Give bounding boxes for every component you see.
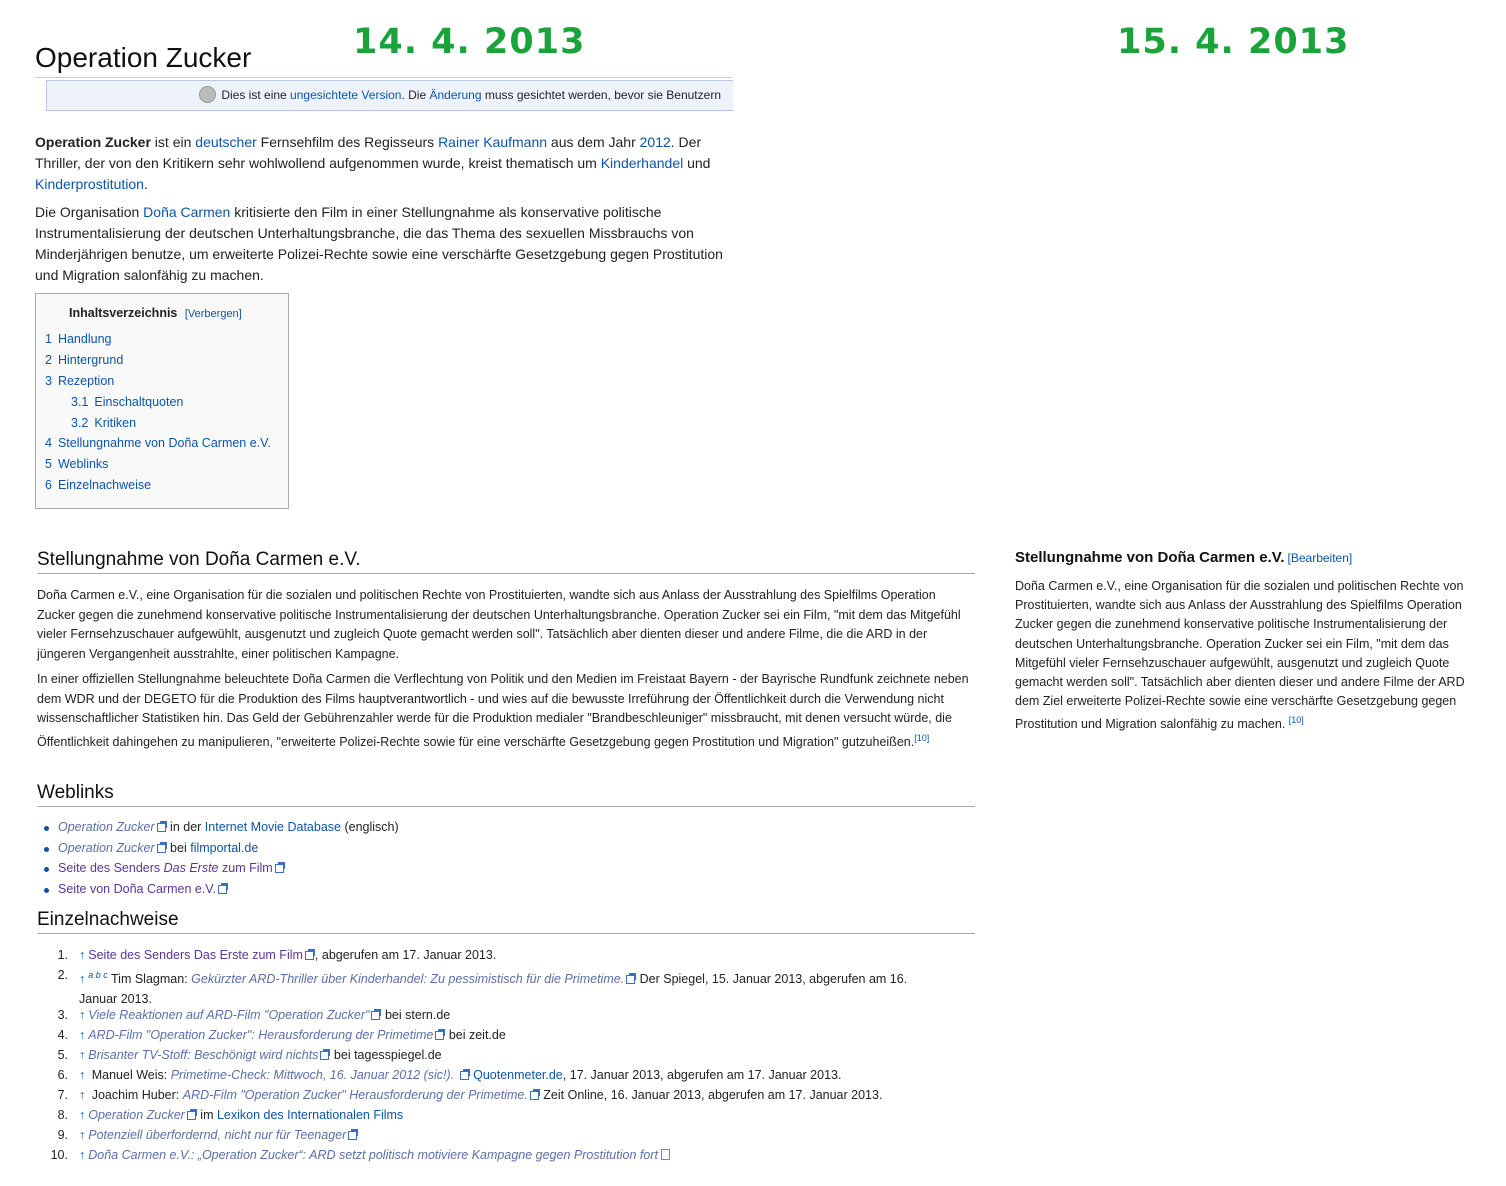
text: In einer offiziellen Stellungnahme beleuchtete Doña Carmen die Verflechtung von Politik und den Medien im Freistaat Bayern - der Bayrische Rundfunk zeichnete neben dem WDR und der DEGETO für die Produktion des Films hauptverantwortlich - und wies auf die bewusste Irreführung der Öffentlichkeit durch die Verwendung nicht wissenschaftlicher Statistiken hin. Das Geld der Gebührenzahler werde für die Produktion medialer "Brandbeschleuniger" missbraucht, mit denen versucht würde, die Öffentlichkeit dahingehen zu manipulieren, "erweiterte Polizei-Rechte sowie für eine verschärfte Gesetzgebung gegen Prostitution und Migration" gutzuheißen. (37, 672, 969, 749)
stellungnahme-paragraph-2 (37, 670, 977, 752)
external-link-icon (157, 821, 167, 831)
ref-number: 1. (57, 948, 68, 962)
toc-item-einschaltquoten[interactable] (45, 394, 271, 415)
text: zum Film (218, 861, 273, 875)
date-stamp-left: 14. 4. 2013 (353, 22, 586, 62)
text: , abgerufen am 17. Januar 2013. (314, 948, 497, 962)
date-stamp-right: 15. 4. 2013 (1117, 22, 1350, 62)
toc-number: 4 (45, 436, 52, 450)
text: Die Organisation (35, 204, 144, 220)
external-link-icon (275, 862, 285, 872)
ref-number: 7. (57, 1088, 68, 1102)
section-heading-stellungnahme: Stellungnahme von Doña Carmen e.V. (37, 549, 975, 574)
backlink-arrow[interactable]: ↑ (79, 948, 86, 962)
toc-link[interactable]: Kritiken (94, 415, 137, 430)
intro-paragraph-1 (35, 132, 735, 195)
notice-text: muss gesichtet werden, bevor sie Benutzern (481, 88, 721, 102)
external-link-icon (305, 949, 315, 959)
section-heading-weblinks: Weblinks (37, 782, 975, 807)
toc-link[interactable]: Hintergrund (57, 353, 124, 367)
ref-number: 10. (50, 1148, 68, 1162)
backlink-letters[interactable]: a b c (88, 970, 108, 980)
text: Seite des Senders (58, 861, 164, 875)
link-dona-carmen[interactable]: Doña Carmen (143, 204, 231, 220)
link-deutscher[interactable]: deutscher (195, 134, 257, 150)
text: Tim Slagman: (107, 972, 192, 987)
text: und (683, 155, 711, 171)
reference-item (50, 1125, 940, 1145)
ref-number: 5. (57, 1048, 68, 1062)
ref-number: 3. (57, 1008, 68, 1022)
toc-number: 6 (45, 478, 52, 492)
backlink-arrow[interactable]: ↑ (79, 1008, 86, 1022)
stellungnahme-paragraph-1: Doña Carmen e.V., eine Organisation für die sozialen und politischen Rechte von Prostituierten, wandte sich aus Anlass der Ausstrahlung des Spielfilms Operation Zucker gegen die zunehmend konservative politische Instrumentalisierung der deutschen Unterhaltungsbranche. Operation Zucker sei ein Film, "mit dem das Mitgefühl vieler Fernsehzuschauer aufgewühlt, ausgenutzt und zugleich Quote gemacht werden soll". Tatsächlich aber dienten dieser und andere Filme, die die ARD in der jüngeren Vergangenheit ausstrahlte, einer politischen Kampagne. (37, 588, 961, 661)
reference-item (50, 1145, 940, 1165)
ref-link[interactable]: Operation Zucker (88, 1108, 185, 1122)
toc-number: 2 (45, 353, 52, 367)
reference-item (50, 1085, 940, 1105)
text: bei stern.de (381, 1008, 451, 1022)
toc-item-rezeption[interactable] (45, 373, 271, 394)
text: Manuel Weis: (88, 1068, 171, 1082)
backlink-arrow[interactable]: ↑ (79, 1148, 86, 1162)
title-divider (35, 77, 732, 78)
text: bei zeit.de (445, 1028, 506, 1042)
toc-item-kritiken[interactable] (45, 415, 271, 436)
external-link-icon (218, 883, 228, 893)
ref-number: 6. (57, 1068, 68, 1082)
toc-item-hintergrund[interactable] (45, 352, 271, 373)
backlink-arrow[interactable]: ↑ (79, 1068, 86, 1082)
external-link-icon (530, 1089, 540, 1099)
link-rainer-kaufmann[interactable]: Rainer Kaufmann (438, 134, 548, 150)
ref-number: 4. (57, 1028, 68, 1042)
article-subject: Operation Zucker (35, 134, 151, 150)
intro-paragraph-2 (35, 202, 735, 286)
edit-section-link[interactable]: [Bearbeiten] (1287, 551, 1353, 565)
toc-item-weblinks[interactable] (45, 456, 271, 477)
notice-text: . Die (401, 88, 430, 102)
external-link[interactable]: Seite von Doña Carmen e.V. (58, 881, 216, 896)
toc-link[interactable]: Handlung (57, 332, 112, 346)
toc-item-einzelnachweise[interactable] (45, 477, 271, 498)
backlink-arrow[interactable]: ↑ (79, 1048, 86, 1062)
ref-link[interactable]: Brisanter TV-Stoff: Beschönigt wird nichts (88, 1048, 319, 1062)
backlink-arrow[interactable]: ↑ (79, 1088, 86, 1102)
toc-number: 3.2 (71, 415, 89, 430)
external-link-icon (435, 1029, 445, 1039)
table-of-contents (35, 293, 289, 509)
text: ist ein (150, 134, 196, 150)
list-item (58, 839, 399, 860)
ref-number: 2. (57, 968, 68, 982)
page-title: Operation Zucker (35, 42, 252, 73)
notice-text: Dies ist eine (221, 88, 291, 102)
ref-link[interactable]: Potenziell überfordernd, nicht nur für Teenager (88, 1128, 347, 1142)
footnote-ref[interactable]: [10] (914, 732, 930, 743)
external-link[interactable]: Operation Zucker (58, 820, 155, 834)
ref-number: 9. (57, 1128, 68, 1142)
ref-link[interactable]: Primetime-Check: Mittwoch, 16. Januar 2012 (sic!). (170, 1068, 455, 1082)
unreviewed-version-link[interactable]: ungesichtete Version (290, 88, 402, 102)
link-lexikon-films[interactable]: Lexikon des Internationalen Films (216, 1108, 404, 1122)
reference-item (50, 1065, 940, 1085)
external-link-icon (157, 842, 167, 852)
text: bei (166, 840, 191, 855)
unreviewed-icon (199, 86, 216, 103)
list-item (58, 859, 399, 880)
reference-item (50, 965, 940, 1005)
toc-link[interactable]: Stellungnahme von Doña Carmen e.V. (57, 436, 271, 450)
toc-link[interactable]: Einschaltquoten (94, 395, 184, 409)
weblinks-list (58, 818, 399, 900)
reference-item (50, 1025, 940, 1045)
external-link-icon (460, 1069, 470, 1079)
text: Das Erste (163, 861, 219, 875)
toc-link[interactable]: Weblinks (57, 457, 109, 471)
list-item (58, 880, 399, 901)
external-link[interactable] (58, 861, 273, 875)
ref-link[interactable]: ARD-Film "Operation Zucker": Herausforderung der Primetime (88, 1028, 434, 1042)
backlink-arrow[interactable]: ↑ (79, 1028, 86, 1042)
ref-link[interactable]: Viele Reaktionen auf ARD-Film "Operation Zucker" (88, 1008, 370, 1022)
link-quotenmeter[interactable]: Quotenmeter.de (473, 1068, 563, 1082)
toc-number: 3.1 (71, 395, 89, 409)
heading-text: Stellungnahme von Doña Carmen e.V. (1015, 549, 1285, 566)
text: Joachim Huber: (88, 1088, 183, 1102)
external-link[interactable]: Operation Zucker (58, 840, 155, 855)
link-imdb[interactable]: Internet Movie Database (204, 820, 341, 834)
right-stellungnahme-paragraph (1015, 577, 1490, 735)
text: . Der Thriller, der von den Kritikern sehr wohlwollend aufgenommen wurde, kreist thematisch um (35, 134, 702, 171)
text: kritisierte den Film in einer Stellungnahme als konservative politische Instrumentalisierung der deutschen Unterhaltungsbranche, die das Thema des sexuellen Missbrauchs von Minderjährigen benutze, um erweiterte Polizei-Rechte sowie eine verschärfte Gesetzgebung gegen Prostitution und Migration salonfähig zu machen. (35, 204, 723, 283)
change-link[interactable]: Änderung (429, 88, 482, 102)
backlink-arrow[interactable]: ↑ (79, 1108, 86, 1122)
text: Doña Carmen e.V., eine Organisation für die sozialen und politischen Rechte von Prostituierten, wandte sich aus Anlass der Ausstrahlung des Spielfilms Operation Zucker gegen die zunehmend konservative politische Instrumentalisierung der deutschen Unterhaltungsbranche. Operation Zucker sei ein Film, "mit dem das Mitgefühl vieler Fernsehzuschauer aufgewühlt, ausgenutzt und zugleich Quote gemacht werden soll". Tatsächlich aber dienten dieser und andere Filme der ARD dem Ziel erweiterte Polizei-Rechte sowie eine verschärfte Gesetzgebung gegen Prostitution und Migration salonfähig zu machen. (1015, 579, 1465, 732)
toc-number: 3 (45, 374, 52, 388)
ref-link[interactable]: Seite des Senders Das Erste zum Film (88, 948, 303, 962)
toc-number: 1 (45, 332, 52, 346)
references-list (50, 945, 940, 1165)
toc-item-handlung[interactable] (45, 331, 271, 352)
text: in der (166, 820, 205, 834)
backlink-arrow[interactable]: ↑ (79, 1128, 86, 1142)
external-link-icon (187, 1109, 197, 1119)
ref-link[interactable]: Doña Carmen e.V.: „Operation Zucker“: ARD setzt politisch motiviere Kampagne gegen Prostitution fort (88, 1148, 658, 1162)
ref-link[interactable]: ARD-Film "Operation Zucker" Herausforderung der Primetime. (182, 1088, 528, 1102)
backlink-arrow[interactable]: ↑ (79, 972, 86, 987)
text: , 17. Januar 2013, abgerufen am 17. Januar 2013. (562, 1068, 842, 1082)
external-link-icon (320, 1049, 330, 1059)
text: bei tagesspiegel.de (330, 1048, 442, 1062)
toc-link[interactable]: Einzelnachweise (57, 478, 152, 492)
toc-item-stellungnahme[interactable] (45, 435, 271, 456)
reference-item (50, 1005, 940, 1025)
reference-item (50, 945, 940, 965)
link-kinderprostitution[interactable]: Kinderprostitution (35, 176, 144, 192)
external-link-icon (626, 973, 636, 983)
text: aus dem Jahr (547, 134, 640, 150)
right-section-heading (1015, 549, 1352, 566)
ref-link[interactable]: Gekürzter ARD-Thriller über Kinderhandel: Zu pessimistisch für die Primetime. (191, 972, 625, 987)
reference-item (50, 1045, 940, 1065)
link-filmportal[interactable]: filmportal.de (190, 840, 259, 855)
toc-link[interactable]: Rezeption (57, 374, 115, 388)
external-link-icon (348, 1129, 358, 1139)
section-heading-einzelnachweise: Einzelnachweise (37, 909, 975, 934)
toc-title: Inhaltsverzeichnis (69, 306, 178, 320)
text: im (196, 1108, 217, 1122)
link-kinderhandel[interactable]: Kinderhandel (600, 155, 684, 171)
footnote-ref[interactable]: [10] (1288, 715, 1304, 726)
document-icon (661, 1149, 670, 1160)
link-2012[interactable]: 2012 (639, 134, 671, 150)
text: Fernsehfilm des Regisseurs (256, 134, 439, 150)
external-link-icon (371, 1009, 381, 1019)
text: Der Spiegel, 15. Januar 2013, abgerufen am 16. Januar 2013. (79, 972, 908, 1007)
toc-hide-link[interactable]: [Verbergen] (184, 308, 242, 320)
toc-number: 5 (45, 457, 52, 471)
text: (englisch) (341, 820, 399, 834)
flagged-revision-notice (46, 80, 733, 111)
list-item (58, 818, 399, 839)
reference-item (50, 1105, 940, 1125)
text: . (143, 176, 148, 192)
text: Zeit Online, 16. Januar 2013, abgerufen am 17. Januar 2013. (539, 1088, 883, 1102)
ref-number: 8. (57, 1108, 68, 1122)
